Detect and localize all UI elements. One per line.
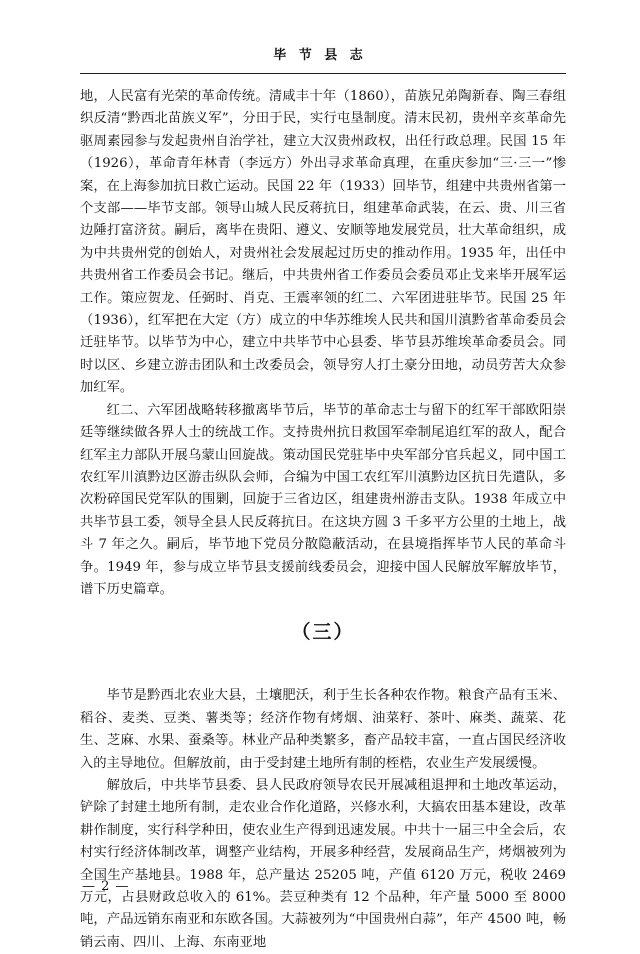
paragraph: 红二、六军团战略转移撤离毕节后，毕节的革命志士与留下的红军干部欧阳崇廷等继续做各界人士的统战工作。支持贵州抗日救国军牵制尾追红军的敌人，配合红军主力部队开展乌蒙山回旋战。策动国民党驻毕中央军部分官兵起义，同中国工农红军川滇黔边区游击纵队会师，合编为中国工农红军川滇黔边区抗日先遣队，多次粉碎国民党军队的围剿，回旋于三省边区，组建贵州游击支队。1938 年成立中共毕节县工委，领导全县人民反蒋抗日。在这块方圆 3 千多平方公里的土地上，战斗 7 年之久。嗣后，毕节地下党员分散隐蔽活动，在县境指挥毕节人民的革命斗争。1949 年，参与成立毕节县支援前线委员会，迎接中国人民解放军解放毕节，谱下历史篇章。 (80, 402, 566, 597)
body-text (80, 86, 566, 954)
paragraph: 毕节是黔西北农业大县，土壤肥沃，利于生长各种农作物。粮食产品有玉米、稻谷、麦类、豆类、薯类等；经济作物有烤烟、油菜籽、茶叶、麻类、蔬菜、花生、芝麻、水果、蚕桑等。林业产品种类繁多，畜产品较丰富，一直占国民经济收入的主导地位。但解放前，由于受封建土地所有制的桎梏，农业生产发展缓慢。 (80, 688, 566, 771)
paragraph: 解放后，中共毕节县委、县人民政府领导农民开展减租退押和土地改革运动，铲除了封建土地所有制，走农业合作化道路，兴修水利，大搞农田基本建设，改革耕作制度，实行科学种田，使农业生产得到迅速发展。中共十一届三中全会后，农村实行经济体制改革，调整产业结构，开展多种经营，发展商品生产，烤烟被列为全国生产基地县。1988 年，总产量达 25205 吨，产值 6120 万元，税收 2469 万元，占县财政总收入的 61%。芸豆种类有 12 个品种，年产量 5000 至 8000 吨，产品远销东南亚和东欧各国。大蒜被列为“中国贵州白蒜”，年产 4500 吨，畅销云南、四川、上海、东南亚地 (80, 777, 566, 950)
page-number: — 2 — (82, 879, 130, 894)
paragraph-continued: 地，人民富有光荣的革命传统。清咸丰十年（1860），苗族兄弟陶新春、陶三春组织反清“黔西北苗族义军”，分田于民，实行屯垦制度。清末民初，贵州辛亥革命先驱周素园参与发起贵州自治学社，建立大汉贵州政权，出任行政总理。民国 15 年（1926），革命青年林青（李远方）外出寻求革命真理，在重庆参加“三·三一”惨案，在上海参加抗日救亡运动。民国 22 年（1933）回毕节，组建中共贵州省第一个支部——毕节支部。领导山城人民反蒋抗日，组建革命武装，在云、贵、川三省边陲打富济贫。嗣后，离毕在贵阳、遵义、安顺等地发展党员，壮大革命组织，成为中共贵州党的创始人，对贵州社会发展起过历史的推动作用。1935 年，出任中共贵州省工作委员会书记。继后，中共贵州省工作委员会委员邓止戈来毕开展军运工作。策应贺龙、任弼时、肖克、王震率领的红二、六军团进驻毕节。民国 25 年（1936），红军把在大定（方）成立的中华苏维埃人民共和国川滇黔省革命委员会迁驻毕节。以毕节为中心，建立中共毕节中心县委、毕节县苏维埃革命委员会。同时以区、乡建立游击团队和土改委员会，领导穷人打土豪分田地，动员劳苦大众参加红军。 (80, 89, 566, 396)
running-head: 毕 节 县 志 (273, 48, 367, 63)
section-heading: （三） (291, 621, 355, 644)
header-rule (80, 73, 566, 74)
